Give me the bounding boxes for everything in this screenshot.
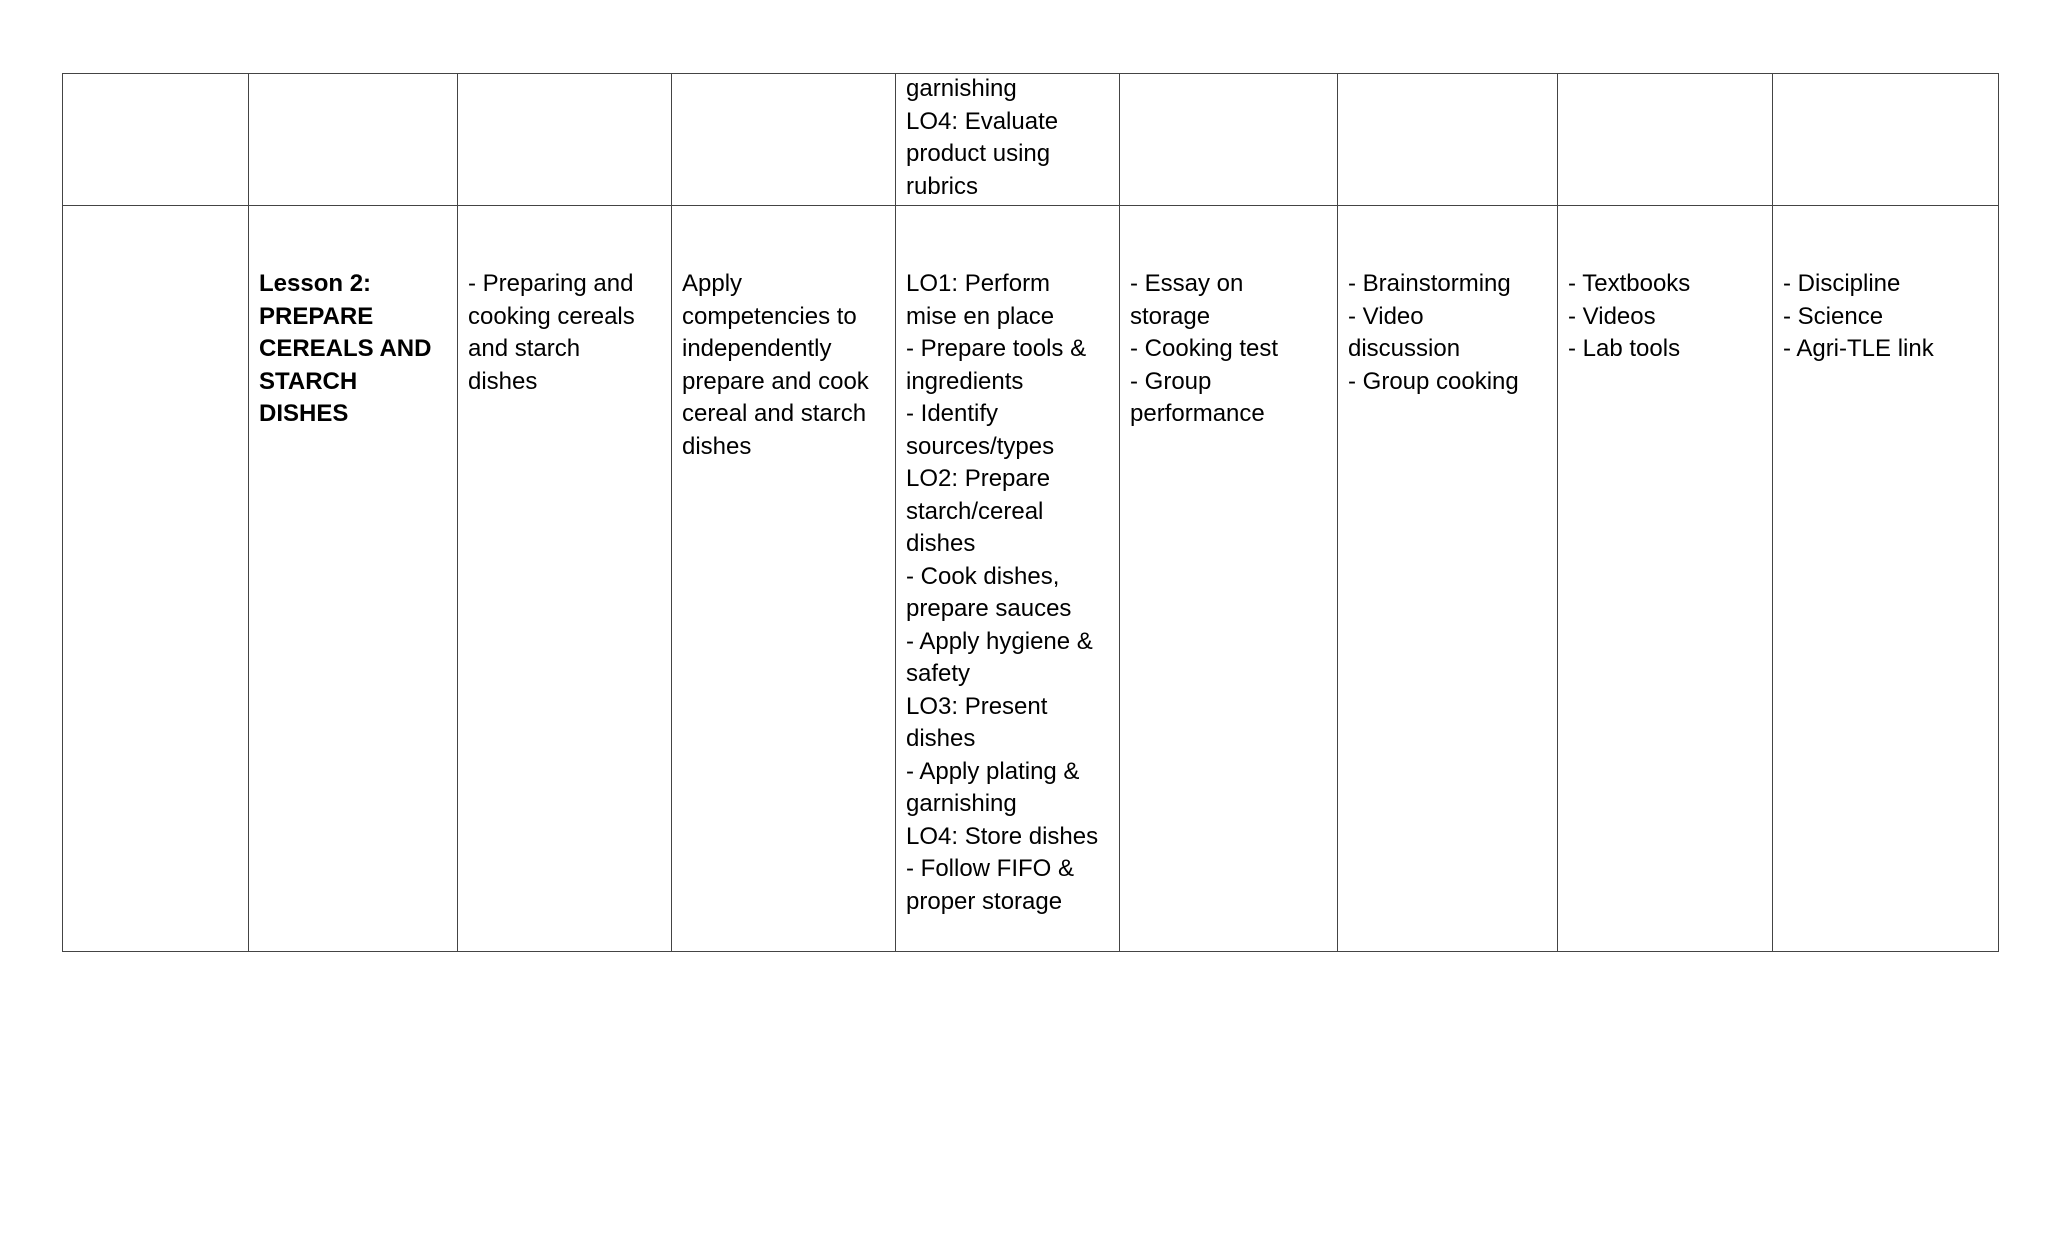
table-cell <box>458 74 672 206</box>
lesson-title: Lesson 2: PREPARE CEREALS AND STARCH DISHES <box>259 270 432 427</box>
table-cell-resources <box>1558 206 1773 952</box>
cell-text: - Preparing and cooking cereals and starch dishes <box>468 270 635 395</box>
table-row <box>63 206 1999 952</box>
table-cell-assessment <box>1120 206 1338 952</box>
table-cell-learning-outcomes <box>896 74 1120 206</box>
cell-text: - Textbooks - Videos - Lab tools <box>1568 270 1691 362</box>
cell-text: Apply competencies to independently prepare and cook cereal and starch dishes <box>682 270 869 460</box>
table-cell-learning-outcomes <box>896 206 1120 952</box>
table-cell <box>1120 74 1338 206</box>
table-cell-content <box>458 206 672 952</box>
table-cell-integration <box>1773 206 1999 952</box>
table-cell-standard <box>672 206 896 952</box>
cell-text: - Discipline - Science - Agri-TLE link <box>1783 270 1934 362</box>
cell-text: LO1: Perform mise en place - Prepare tools & ingredients - Identify sources/types LO2: Prepare starch/cereal dishes - Cook dishes, prepare sauces - Apply hygiene & safety LO3: Present dishes - Apply plating & garnishing LO4: Store dishes - Follow FIFO & proper storage <box>906 270 1099 915</box>
curriculum-table <box>62 73 1999 952</box>
table-cell <box>1558 74 1773 206</box>
table-cell <box>249 74 458 206</box>
table-cell <box>63 74 249 206</box>
table-cell <box>1338 74 1558 206</box>
cell-text: garnishing LO4: Evaluate product using rubrics <box>906 75 1059 200</box>
table-cell-activities <box>1338 206 1558 952</box>
cell-text: - Essay on storage - Cooking test - Group performance <box>1130 270 1279 427</box>
table-cell <box>1773 74 1999 206</box>
cell-text: - Brainstorming - Video discussion - Group cooking <box>1348 270 1519 395</box>
table-row <box>63 74 1999 206</box>
table-cell <box>672 74 896 206</box>
table-cell-lesson-title <box>249 206 458 952</box>
table-cell <box>63 206 249 952</box>
